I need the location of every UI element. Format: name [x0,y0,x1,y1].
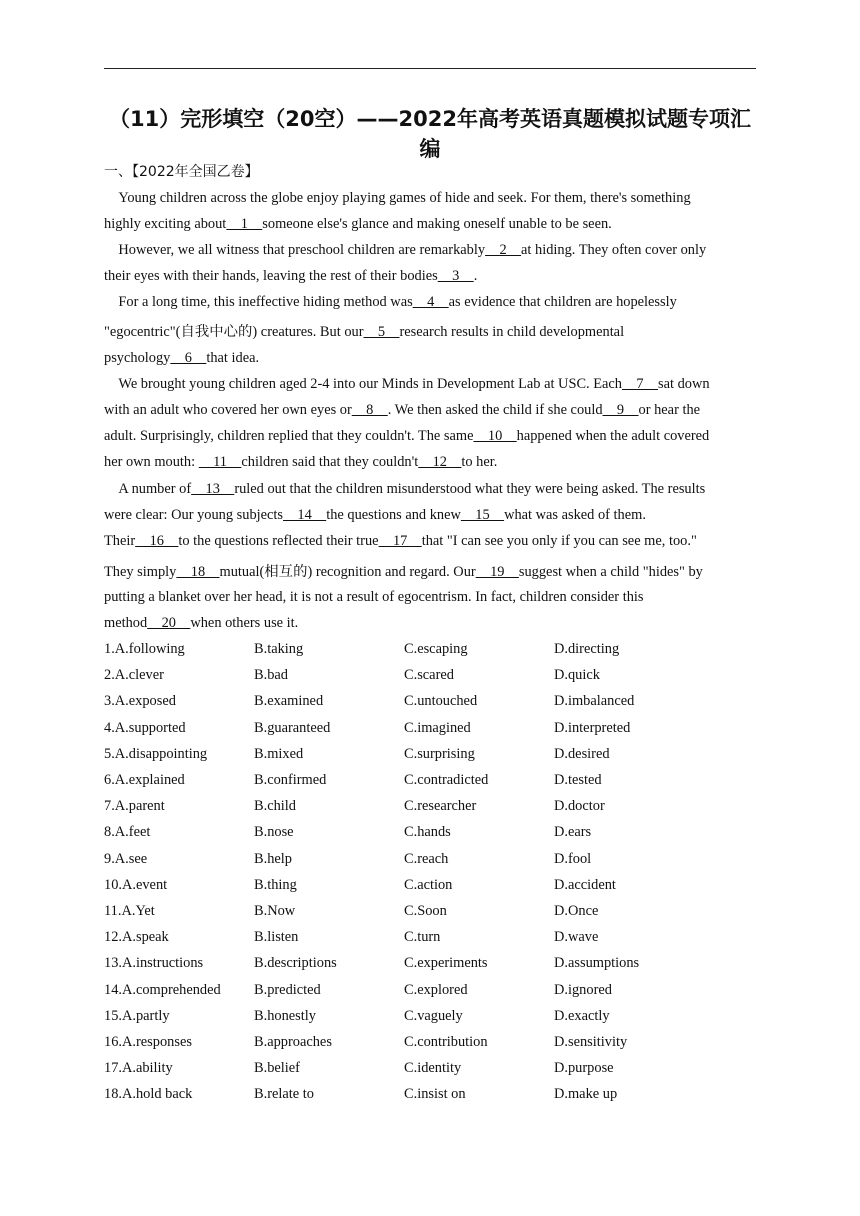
passage-line [104,268,477,285]
passage-text: the questions and knew [326,507,461,523]
passage-text: putting a blanket over her head, it is not a result of egocentrism. In fact, children consider this [104,589,644,605]
option-d: D.purpose [554,1060,614,1077]
passage-text: "egocentric"(自我中心的) creatures. But our [104,324,364,340]
option-a: 4.A.supported [104,719,186,736]
option-b: B.taking [254,641,304,657]
option-d: D.doctor [554,798,605,815]
blank-number: 8 [351,402,388,418]
title-line-2: 编 [419,137,441,161]
option-b: B.bad [254,667,288,684]
option-a: 5.A.disappointing [104,745,208,762]
option-b: B.nose [254,824,294,841]
option-d: D.make up [554,1086,618,1103]
passage-line [104,376,710,393]
passage-text: However, we all witness that preschool children are remarkably [104,242,486,258]
passage-line [104,533,697,550]
passage-line [104,615,298,632]
passage-line [104,560,703,581]
passage-text: mutual(相互的) recognition and regard. Our [219,564,476,580]
option-b: B.descriptions [254,955,337,972]
option-a: 2.A.clever [104,667,164,684]
option-c: C.vaguely [404,1007,463,1024]
option-b: B.relate to [254,1086,314,1103]
blank-number: 3 [437,268,474,284]
blank-number: 12 [418,454,462,470]
option-d: D.assumptions [554,955,640,972]
passage-text: . [473,268,478,284]
blank-number: 19 [475,564,519,580]
title-line-1: （11）完形填空（20空）——2022年高考英语真题模拟试题专项汇 [109,107,751,131]
option-d: D.imbalanced [554,693,635,710]
option-d: D.accident [554,876,616,893]
option-c: C.explored [404,981,468,998]
option-c: C.turn [404,929,441,946]
blank-number: 1 [226,216,263,232]
passage-text: to the questions reflected their true [178,533,379,549]
option-a: 10.A.event [104,876,168,893]
option-a: 12.A.speak [104,929,169,946]
passage-text: We brought young children aged 2-4 into our Minds in Development Lab at USC. Each [104,376,622,392]
passage-text: that "I can see you only if you can see me, too." [421,533,697,549]
passage-text: For a long time, this ineffective hiding method was [104,294,413,310]
passage-text: suggest when a child "hides" by [518,564,703,580]
blank-number: 5 [363,324,400,340]
passage-text: someone else's glance and making oneself unable to be seen. [262,216,612,232]
option-d: D.quick [554,667,600,684]
option-b: B.mixed [254,745,304,762]
passage-text: to her. [461,454,498,470]
option-c: C.contribution [404,1034,488,1050]
blank-number: 16 [135,533,179,549]
option-d: D.ignored [554,981,612,998]
option-b: B.Now [254,903,296,919]
option-a: 9.A.see [104,850,148,867]
option-a: 8.A.feet [104,824,151,841]
blank-number: 14 [283,507,327,523]
blank-number: 15 [460,507,505,523]
option-c: C.identity [404,1060,462,1077]
passage-line [104,242,706,259]
passage-text: method [104,615,148,631]
option-c: C.Soon [404,903,447,919]
passage-text: at hiding. They often cover only [521,242,707,258]
option-b: B.honestly [254,1007,316,1024]
blank-number: 20 [147,615,191,631]
passage-text: were clear: Our young subjects [104,507,284,523]
option-a: 18.A.hold back [104,1086,193,1103]
option-c: C.surprising [404,745,475,762]
passage-text: A number of [104,481,192,497]
passage-text: psychology [104,350,171,366]
passage-text: with an adult who covered her own eyes or [104,402,352,418]
option-c: C.scared [404,667,454,684]
passage-text: when others use it. [190,615,299,631]
passage-line [104,402,700,419]
passage-line [104,481,705,498]
option-c: C.reach [404,850,449,867]
option-b: B.belief [254,1060,300,1077]
passage-text: their eyes with their hands, leaving the rest of their bodies [104,268,438,284]
blank-number: 18 [176,564,220,580]
option-b: B.approaches [254,1034,332,1050]
passage-text: . We then asked the child if she could [387,402,603,418]
option-a: 3.A.exposed [104,693,176,710]
option-d: D.ears [554,824,592,841]
passage-text: her own mouth: [104,454,199,470]
option-a: 1.A.following [104,641,185,657]
option-d: D.tested [554,772,602,788]
option-d: D.directing [554,641,620,657]
passage-text: or hear the [638,402,701,418]
option-b: B.thing [254,876,297,893]
option-c: C.action [404,876,453,893]
passage-text: as evidence that children are hopelessly [448,294,677,310]
blank-number: 6 [170,350,207,366]
passage-text: Their [104,533,136,549]
passage-line [104,190,691,207]
passage-text: Young children across the globe enjoy playing games of hide and seek. For them, there's something [104,190,691,206]
option-b: B.examined [254,693,324,710]
option-c: C.contradicted [404,772,489,788]
passage-line [104,320,624,341]
option-d: D.fool [554,850,592,867]
option-c: C.imagined [404,719,471,736]
option-c: C.escaping [404,641,468,657]
option-c: C.untouched [404,693,478,710]
blank-number: 7 [622,376,658,392]
option-a: 11.A.Yet [104,903,155,919]
option-a: 14.A.comprehended [104,981,221,998]
blank-number: 4 [412,294,449,310]
page-title [104,104,756,164]
blank-number: 10 [473,428,517,444]
option-d: D.exactly [554,1007,610,1024]
blank-number: 2 [485,242,522,258]
option-a: 16.A.responses [104,1034,192,1050]
passage-text: ruled out that the children misunderstood what they were being asked. The results [234,481,706,497]
option-d: D.sensitivity [554,1034,628,1050]
passage-line [104,350,259,367]
passage-text: research results in child developmental [399,324,625,340]
blank-number: 13 [191,481,235,497]
passage-text: children said that they couldn't [241,454,419,470]
passage-line [104,294,677,311]
option-b: B.predicted [254,981,321,998]
passage-text: adult. Surprisingly, children replied that they couldn't. The same [104,428,474,444]
option-a: 15.A.partly [104,1007,170,1024]
passage-text: that idea. [206,350,260,366]
passage-line [104,216,612,233]
header-rule [104,68,756,69]
passage-text: what was asked of them. [504,507,646,523]
passage-text: happened when the adult covered [516,428,710,444]
passage-text: sat down [657,376,710,392]
option-b: B.child [254,798,296,815]
passage-text: highly exciting about [104,216,227,232]
option-a: 17.A.ability [104,1060,173,1077]
option-d: D.Once [554,903,599,919]
option-d: D.desired [554,745,610,762]
passage-text: They simply [104,564,177,580]
option-b: B.confirmed [254,772,327,788]
option-d: D.interpreted [554,719,631,736]
passage-line [104,454,497,471]
option-c: C.insist on [404,1086,466,1103]
option-b: B.listen [254,929,299,946]
option-a: 7.A.parent [104,798,165,815]
section-heading: 一、【2022年全国乙卷】 [104,164,259,180]
option-c: C.hands [404,824,451,841]
blank-number: 11 [198,454,242,470]
passage-line [104,589,644,606]
option-b: B.guaranteed [254,719,331,736]
blank-number: 9 [602,402,639,418]
option-a: 13.A.instructions [104,955,204,972]
passage-line [104,507,646,524]
option-c: C.experiments [404,955,488,972]
option-b: B.help [254,850,292,867]
option-c: C.researcher [404,798,477,815]
blank-number: 17 [378,533,422,549]
option-a: 6.A.explained [104,772,185,788]
passage-line [104,428,709,445]
option-d: D.wave [554,929,599,946]
